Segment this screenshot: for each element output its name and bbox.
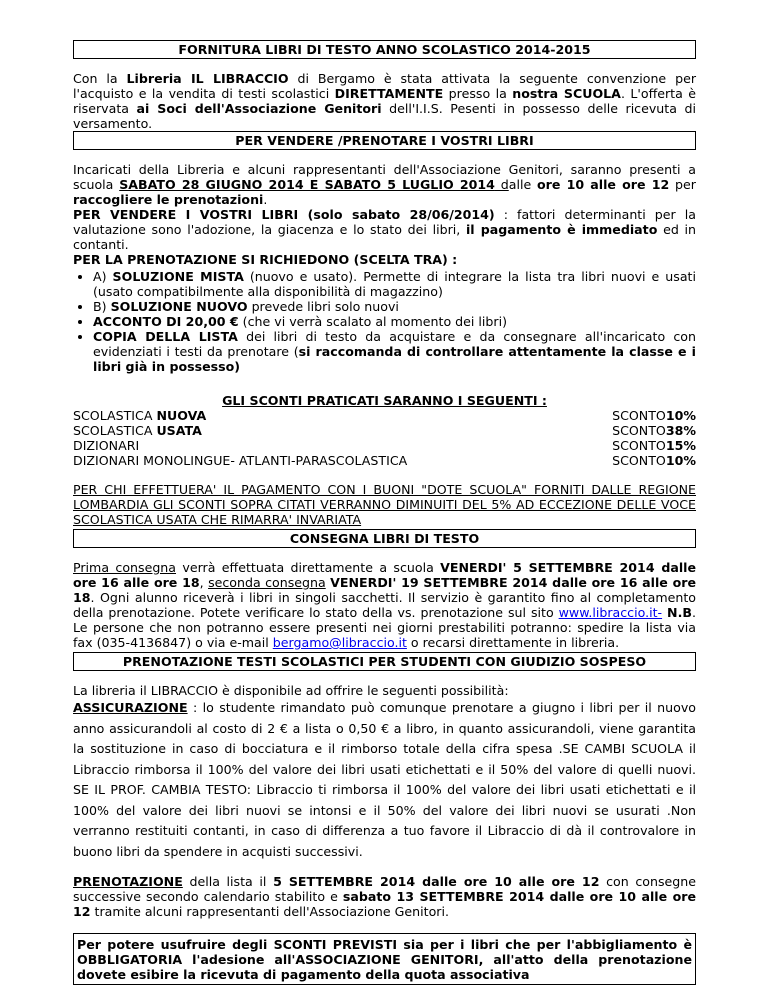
table-row: DIZIONARI SCONTO 15% <box>73 438 696 453</box>
table-row: SCOLASTICA USATA SCONTO 38% <box>73 423 696 438</box>
vendere-paragraph: Incaricati della Libreria e alcuni rappresentanti dell'Associazione Genitori, saranno presenti a scuola SABATO 28 GIUGNO 2014 E SABATO 5 LUGLIO 2014 dalle ore 10 alle ore 12 per raccogliere le prenotazioni. PER VENDERE I VOSTRI LIBRI (solo sabato 28/06/2014) : fattori determinanti per la valutazione sono l'adozione, la giacenza e lo stato dei libri, il pagamento è immediato ed in contanti. PER LA PRENOTAZIONE SI RICHIEDONO (SCELTA TRA) : <box>73 162 697 267</box>
heading-vendere: PER VENDERE /PRENOTARE I VOSTRI LIBRI <box>73 131 696 150</box>
dote-scuola-note: PER CHI EFFETTUERA' IL PAGAMENTO CON I BUONI "DOTE SCUOLA" FORNITI DALLE REGIONE LOMBARDIA GLI SCONTI SOPRA CITATI VERRANNO DIMINUITI DEL 5% AD ECCEZIONE DELLE VOCE SCOLASTICA USATA CHE RIMARRA' INVARIATA <box>73 482 696 527</box>
heading-fornitura: FORNITURA LIBRI DI TESTO ANNO SCOLASTICO 2014-2015 <box>73 40 696 59</box>
sconti-table <box>73 408 696 468</box>
sconti-title: GLI SCONTI PRATICATI SARANNO I SEGUENTI : <box>222 393 547 408</box>
assicurazione-paragraph: ASSICURAZIONE : lo studente rimandato può comunque prenotare a giugno i libri per il nuovo anno assicurandoli al costo di 2 € a lista o 0,50 € a libro, in quanto assicurandoli, viene garantita la sostituzione in caso di bocciatura e il rimborso totale della cifra spesa .SE CAMBI SCUOLA il Libraccio rimborsa il 100% del valore dei libri usati etichettati e il 50% del valore di quelli nuovi. SE IL PROF. CAMBIA TESTO: Libraccio ti rimborsa il 100% del valore dei libri usati etichettati e il 100% del valore dei libri nuovi se intonsi e il 50% del valore dei libri nuovi se usurati .Non verranno restituiti contanti, in caso di differenza a tuo favore il Libraccio di dà il controvalore in buono libri da spendere in acquisti successivi. <box>73 700 696 859</box>
heading-consegna: CONSEGNA LIBRI DI TESTO <box>73 529 696 548</box>
list-item: • A) SOLUZIONE MISTA (nuovo e usato). Permette di integrare la lista tra libri nuovi e usati (usato compatibilmente alla disponibilità di magazzino) <box>93 269 696 299</box>
list-item: • COPIA DELLA LISTA dei libri di testo da acquistare e da consegnare all'incaricato con evidenziati i testi da prenotare (si raccomanda di controllare attentamente la classe e i libri già in possesso) <box>93 329 696 374</box>
table-row: DIZIONARI MONOLINGUE- ATLANTI-PARASCOLASTICA SCONTO 10% <box>73 453 696 468</box>
heading-sospeso: PRENOTAZIONE TESTI SCOLASTICI PER STUDENTI CON GIUDIZIO SOSPESO <box>73 652 696 671</box>
table-row: SCOLASTICA NUOVA SCONTO 10% <box>73 408 696 423</box>
libraccio-website-link[interactable]: www.libraccio.it- <box>558 605 663 620</box>
document-page <box>73 40 696 985</box>
associazione-notice-box: Per potere usufruire degli SCONTI PREVISTI sia per i libri che per l'abbigliamento è OBBLIGATORIA l'adesione all'ASSOCIAZIONE GENITORI, all'atto della prenotazione dovete esibire la ricevuta di pagamento della quota associativa <box>73 933 696 985</box>
prenotazione-options-list <box>73 269 696 374</box>
list-item: • ACCONTO DI 20,00 € (che vi verrà scalato al momento dei libri) <box>93 314 696 329</box>
email-link[interactable]: bergamo@libraccio.it <box>272 635 407 650</box>
consegna-paragraph: Prima consegna verrà effettuata direttamente a scuola VENERDI' 5 SETTEMBRE 2014 dalle ore 16 alle ore 18, seconda consegna VENERDI' 19 SETTEMBRE 2014 dalle ore 16 alle ore 18. Ogni alunno riceverà i libri in singoli sacchetti. Il servizio è garantito fino al completamento della prenotazione. Potete verificare lo stato della vs. prenotazione sul sito www.libraccio.it- N.B. Le persone che non potranno essere presenti nei giorni prestabiliti potranno: spedire la lista via fax (035-4136847) o via e-mail bergamo@libraccio.it o recarsi direttamente in libreria. <box>73 560 697 650</box>
prenotazione-paragraph: PRENOTAZIONE della lista il 5 SETTEMBRE 2014 dalle ore 10 alle ore 12 con consegne successive secondo calendario stabilito e sabato 13 SETTEMBRE 2014 dalle ore 10 alle ore 12 tramite alcuni rappresentanti dell'Associazione Genitori. <box>73 874 697 919</box>
intro-paragraph: Con la Libreria IL LIBRACCIO di Bergamo è stata attivata la seguente convenzione per l'acquisto e la vendita di testi scolastici DIRETTAMENTE presso la nostra SCUOLA. L'offerta è riservata ai Soci dell'Associazione Genitori dell'I.I.S. Pesenti in possesso delle ricevuta di versamento. <box>73 71 697 131</box>
list-item: • B) SOLUZIONE NUOVO prevede libri solo nuovi <box>93 299 696 314</box>
sospeso-intro: La libreria il LIBRACCIO è disponibile ad offrire le seguenti possibilità: <box>73 683 509 698</box>
